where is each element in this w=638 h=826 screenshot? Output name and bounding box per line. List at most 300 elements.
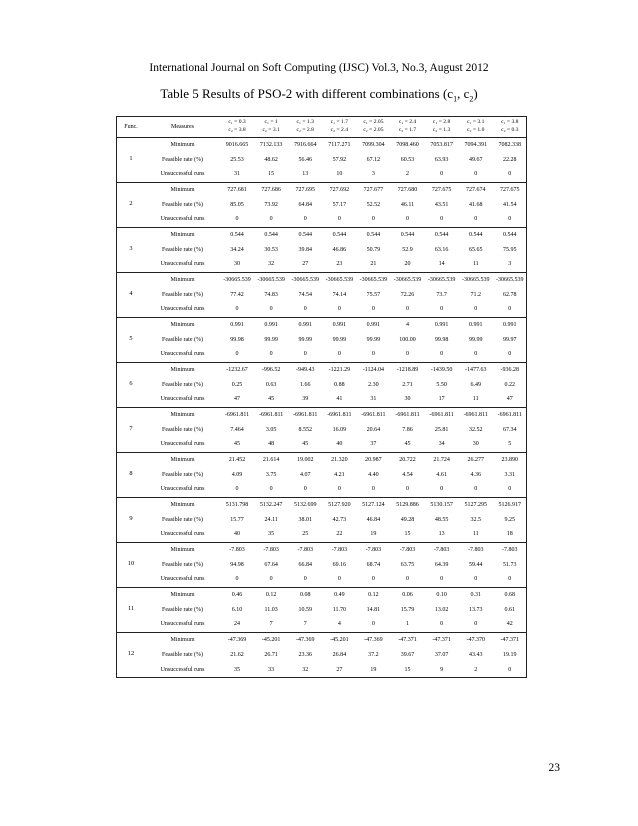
value-cell: 4.09 [231,471,243,478]
value-cell: 31 [356,392,390,407]
value-cell: 41.54 [503,201,517,208]
value-cell: 21.62 [230,651,244,658]
value-cell: -6961.811 [293,411,318,418]
value-cell: 0.544 [434,231,449,238]
value-cell: 6.10 [231,606,243,613]
combo-c2-label: c₂ = 1.3 [432,126,451,133]
table-row [117,227,527,242]
value-cell: 0 [425,167,459,182]
table-row [117,617,527,632]
value-cell: -1477.63 [464,366,487,373]
value-cell: 0.49 [334,591,345,598]
value-cell: 8.552 [298,426,312,433]
value-cell: 38.01 [298,516,312,523]
value-cell: 20.987 [365,456,382,463]
function-number-cell [117,212,145,227]
value-cell: -30665.539 [291,276,319,283]
value-cell: -6961.811 [224,411,250,418]
function-number-cell [117,542,145,557]
value-cell: 5127.920 [328,501,351,508]
function-number-cell: 9 [129,515,133,523]
table-row [117,422,527,437]
function-number-cell [117,392,145,407]
value-cell: 1 [390,617,424,632]
value-cell: -30665.539 [461,276,490,283]
combo-c1-label: c₁ = 1.7 [330,119,349,126]
value-cell: -6961.811 [361,411,386,418]
function-number-cell: 5 [129,335,133,343]
value-cell: 4.21 [334,471,345,478]
value-cell: 7053.817 [430,141,453,148]
value-cell: 21.452 [228,456,246,463]
measure-label-cell: Unsuccessful runs [145,167,220,182]
table-row [117,317,527,332]
table-row [117,557,527,572]
value-cell: -7.803 [365,546,382,553]
table-header [117,117,527,137]
table-row [117,347,527,362]
value-cell: 32 [302,666,309,673]
value-cell: 26.277 [467,456,484,463]
table-row [117,167,527,182]
table-row [117,302,527,317]
combo-c2-label: c₂ = 1.7 [398,126,417,133]
combo-c1-label: c₁ = 2.4 [398,119,417,126]
value-cell: 49.28 [400,516,415,523]
value-cell: -47.371 [500,636,520,643]
value-cell: -30665.539 [496,276,524,283]
function-number-cell [117,527,145,542]
value-cell: 727.680 [397,186,418,193]
measure-label-cell: Feasible rate (%) [162,201,203,208]
value-cell: 5129.886 [396,501,419,508]
value-cell: 39 [288,392,322,407]
value-cell: -30665.539 [223,276,251,283]
measure-label-cell: Feasible rate (%) [162,381,203,388]
combo-column-header [254,117,288,137]
table-row [117,332,527,347]
value-cell: 0 [459,572,493,587]
measure-label-cell: Minimum [170,186,195,193]
value-cell: 0.68 [504,591,516,598]
value-cell: -6961.811 [429,411,454,418]
value-cell: 19 [356,527,390,542]
value-cell: -936.28 [500,366,520,373]
measure-label-cell: Minimum [170,231,195,238]
results-table-frame [116,116,527,678]
value-cell: -30665.539 [325,276,354,283]
value-cell: 99.97 [503,336,517,343]
function-number-cell [117,257,145,272]
value-cell: 41 [322,392,356,407]
value-cell: 63.75 [400,561,415,568]
value-cell: 64.39 [434,561,449,568]
value-cell: 5132.699 [293,501,317,508]
value-cell: -47.371 [432,636,451,643]
measure-label-cell: Feasible rate (%) [162,336,203,343]
value-cell: 48.62 [264,156,278,163]
function-number-cell [117,362,145,377]
value-cell: -6961.811 [395,411,420,418]
value-cell: 0.10 [436,591,447,598]
value-cell: 0.991 [434,321,449,328]
value-cell: 99.98 [230,336,244,343]
value-cell: 56.46 [298,156,312,163]
value-cell: 0.46 [231,591,243,598]
value-cell: 0 [356,617,390,632]
value-cell: 15 [390,527,424,542]
table-row [117,602,527,617]
measure-label-cell: Feasible rate (%) [162,561,203,568]
value-cell: 11 [459,392,493,407]
value-cell: 5130.157 [430,501,453,508]
measure-label-cell: Feasible rate (%) [162,156,203,163]
value-cell: 6.49 [470,381,481,388]
value-cell: 0 [493,167,527,182]
value-cell: 45 [254,392,288,407]
measure-label-cell: Minimum [170,141,195,148]
value-cell: 47 [493,392,527,407]
value-cell: 0.06 [402,591,413,598]
value-cell: 99.99 [298,336,312,343]
value-cell: 727.677 [363,186,384,193]
value-cell: 0 [356,212,390,227]
table-row [117,512,527,527]
value-cell: 727.692 [329,186,350,193]
combo-c1-label: c₁ = 1 [264,119,278,126]
value-cell: -47.369 [295,636,315,643]
table-row [117,377,527,392]
value-cell: -7.803 [399,546,416,553]
table-row [117,182,527,197]
value-cell: 0 [254,482,288,497]
combo-column-header [288,117,322,137]
value-cell: 47 [220,392,254,407]
table-row [117,152,527,167]
function-number-cell [117,617,145,632]
combo-column-header [425,117,459,137]
value-cell: -47.369 [364,636,383,643]
value-cell: 5.50 [436,381,447,388]
value-cell: 30 [390,392,424,407]
value-cell: 0.25 [231,381,243,388]
value-cell: 14 [425,257,459,272]
value-cell: 25.53 [230,156,244,163]
value-cell: -7.803 [263,546,279,553]
measure-label-cell: Unsuccessful runs [160,666,205,673]
table-row [117,137,527,152]
value-cell: 0.12 [368,591,379,598]
value-cell: 0 [425,482,459,497]
table-row [117,212,527,227]
value-cell: 0.991 [264,321,278,328]
value-cell: 100.00 [399,336,416,343]
table-row [117,392,527,407]
value-cell: 63.16 [434,246,449,253]
value-cell: 16.09 [332,426,347,433]
measure-label-cell: Minimum [170,276,195,283]
value-cell: 72.26 [400,291,415,298]
value-cell: 7.464 [230,426,244,433]
value-cell: 0.544 [366,231,381,238]
measure-label-cell: Unsuccessful runs [145,212,220,227]
combo-c2-label: c₂ = 1.0 [467,126,485,133]
table-row [117,482,527,497]
value-cell: 0 [288,347,322,362]
value-cell: 0.544 [264,231,278,238]
value-cell: 67.64 [264,561,278,568]
value-cell: 25 [288,527,322,542]
measure-label-cell: Unsuccessful runs [145,302,220,317]
page-number: 23 [548,762,560,774]
value-cell: 0 [254,212,288,227]
value-cell: 5 [493,437,527,452]
value-cell: 50.79 [366,246,381,253]
value-cell: 65.65 [468,246,483,253]
value-cell: 21.614 [262,456,280,463]
combo-column-header [220,117,254,137]
value-cell: 9.25 [504,516,516,523]
value-cell: 74.14 [332,291,347,298]
value-cell: 20.64 [366,426,381,433]
value-cell: 40 [322,437,356,452]
value-cell: 45 [390,437,424,452]
value-cell: 0 [356,302,390,317]
value-cell: 0 [288,572,322,587]
measure-label-cell: Minimum [170,321,195,328]
value-cell: 37.07 [434,651,449,658]
value-cell: 74.54 [298,291,312,298]
value-cell: 19 [370,666,377,673]
function-number-cell [117,167,145,182]
table-row [117,467,527,482]
function-number-cell [117,137,145,152]
table-row [117,452,527,467]
measure-label-cell: Unsuccessful runs [145,482,220,497]
value-cell: 99.99 [468,336,483,343]
value-cell: 0 [322,302,356,317]
measure-label-cell: Minimum [170,456,195,463]
value-cell: 0 [356,572,390,587]
value-cell: 0 [220,347,254,362]
value-cell: 0 [493,212,527,227]
value-cell: 33 [268,666,275,673]
value-cell: 9016.665 [225,141,249,148]
function-number-cell: 12 [127,650,135,658]
value-cell: 67.12 [366,156,381,163]
value-cell: 31 [220,167,254,182]
value-cell: -1439.50 [430,366,453,373]
value-cell: 0.88 [334,381,345,388]
value-cell: 0 [288,212,322,227]
value-cell: 69.16 [332,561,347,568]
value-cell: 7132.133 [259,141,283,148]
combo-column-header [493,117,527,137]
value-cell: -47.370 [466,636,485,643]
value-cell: 0 [390,572,424,587]
value-cell: 20 [390,257,424,272]
value-cell: 0 [220,482,254,497]
value-cell: 22 [322,527,356,542]
value-cell: 0 [493,302,527,317]
value-cell: 42 [493,617,527,632]
value-cell: 0.22 [504,381,516,388]
function-number-cell [117,317,145,332]
measure-label-cell: Unsuccessful runs [145,617,220,632]
value-cell: 11 [459,257,493,272]
value-cell: -1124.04 [362,366,385,373]
value-cell: 4.40 [368,471,379,478]
value-cell: 0 [425,347,459,362]
table-row [117,197,527,212]
function-number-cell [117,302,145,317]
value-cell: 0 [254,347,288,362]
value-cell: 59.44 [468,561,483,568]
value-cell: 0.12 [265,591,277,598]
value-cell: 46.11 [400,201,415,208]
value-cell: 39.84 [298,246,312,253]
value-cell: -47.369 [227,636,247,643]
value-cell: 19.002 [296,456,314,463]
value-cell: 727.681 [227,186,247,193]
table-row [117,527,527,542]
function-number-cell [117,182,145,197]
combo-c2-label: c₂ = 2.4 [330,126,349,133]
value-cell: -30665.539 [257,276,285,283]
value-cell: 0 [459,167,493,182]
function-number-cell [117,272,145,287]
combo-c2-label: c₂ = 3.1 [262,126,280,133]
measure-label-cell: Unsuccessful runs [145,347,220,362]
value-cell: 10.59 [298,606,312,613]
value-cell: 37 [356,437,390,452]
value-cell: 45 [288,437,322,452]
value-cell: 0.991 [366,321,381,328]
value-cell: 41.68 [468,201,483,208]
combo-c1-label: c₁ = 0.3 [228,119,246,126]
measure-label-cell: Feasible rate (%) [162,516,203,523]
value-cell: 727.675 [431,186,452,193]
value-cell: 48.55 [434,516,449,523]
value-cell: 25.81 [434,426,449,433]
value-cell: 0 [254,572,288,587]
value-cell: 0 [493,482,527,497]
value-cell: 9 [440,666,444,673]
value-cell: 13.02 [434,606,449,613]
value-cell: 62.78 [503,291,517,298]
combo-column-header [322,117,356,137]
value-cell: 1.66 [299,381,311,388]
value-cell: 5126.917 [498,501,522,508]
value-cell: 727.686 [261,186,281,193]
value-cell: 0.544 [332,231,347,238]
value-cell: 51.73 [503,561,517,568]
measure-label-cell: Feasible rate (%) [162,651,203,658]
table-row [117,257,527,272]
measure-label-cell: Minimum [170,636,195,643]
function-number-cell [117,347,145,362]
value-cell: 71.2 [470,291,481,298]
value-cell: 30.53 [264,246,278,253]
header-row [117,117,527,137]
value-cell: -47.371 [398,636,417,643]
value-cell: 39.67 [400,651,415,658]
value-cell: 64.84 [298,201,312,208]
value-cell: 11 [459,527,493,542]
value-cell: 11.03 [264,606,278,613]
value-cell: 13 [425,527,459,542]
value-cell: 4.61 [436,471,447,478]
value-cell: -1218.89 [396,366,419,373]
value-cell: 7082.338 [498,141,522,148]
value-cell: 99.98 [434,336,449,343]
table-row [117,632,527,647]
value-cell: 60.53 [400,156,415,163]
function-number-cell [117,227,145,242]
value-cell: 52.52 [366,201,381,208]
value-cell: 20.722 [399,456,416,463]
combo-c2-label: c₂ = 2.05 [363,126,384,133]
value-cell: 0 [322,482,356,497]
value-cell: 46.84 [366,516,381,523]
value-cell: 0.544 [468,231,483,238]
combo-c2-label: c₂ = 0.3 [501,126,519,133]
value-cell: 63.93 [434,156,449,163]
value-cell: 0 [508,666,512,673]
combo-column-header [356,117,390,137]
measure-label-cell: Minimum [170,546,195,553]
value-cell: 3 [493,257,527,272]
measure-label-cell: Minimum [170,501,195,508]
table-row [117,437,527,452]
value-cell: -996.52 [261,366,281,373]
value-cell: 22.28 [503,156,517,163]
value-cell: 0 [322,212,356,227]
table-body [117,137,527,677]
value-cell: -45.201 [330,636,349,643]
combo-c2-label: c₂ = 3.8 [228,126,246,133]
value-cell: 7094.391 [464,141,487,148]
value-cell: 0.991 [468,321,483,328]
value-cell: 14.81 [366,606,381,613]
value-cell: 727.675 [500,186,520,193]
measure-label-cell: Unsuccessful runs [145,527,220,542]
value-cell: 3.31 [504,471,516,478]
value-cell: 23.890 [501,456,519,463]
value-cell: 0 [425,572,459,587]
value-cell: 26.71 [264,651,278,658]
value-cell: -7.803 [297,546,313,553]
value-cell: 3.05 [265,426,277,433]
measure-label-cell: Minimum [170,411,195,418]
value-cell: 26.84 [332,651,347,658]
value-cell: 13 [288,167,322,182]
measure-label-cell: Feasible rate (%) [162,246,203,253]
function-number-cell [117,407,145,422]
value-cell: 0 [322,572,356,587]
value-cell: -6961.811 [497,411,522,418]
table-caption: Table 5 Results of PSO-2 with different combinations ($c_1$, $c_2$) [160,86,478,104]
value-cell: -45.201 [261,636,281,643]
value-cell: 0.544 [230,231,244,238]
table-row [117,407,527,422]
value-cell: -949.43 [295,366,315,373]
table-row [117,647,527,662]
value-cell: 0 [459,347,493,362]
value-cell: 30 [220,257,254,272]
value-cell: 0 [425,302,459,317]
value-cell: 52.9 [402,246,413,253]
